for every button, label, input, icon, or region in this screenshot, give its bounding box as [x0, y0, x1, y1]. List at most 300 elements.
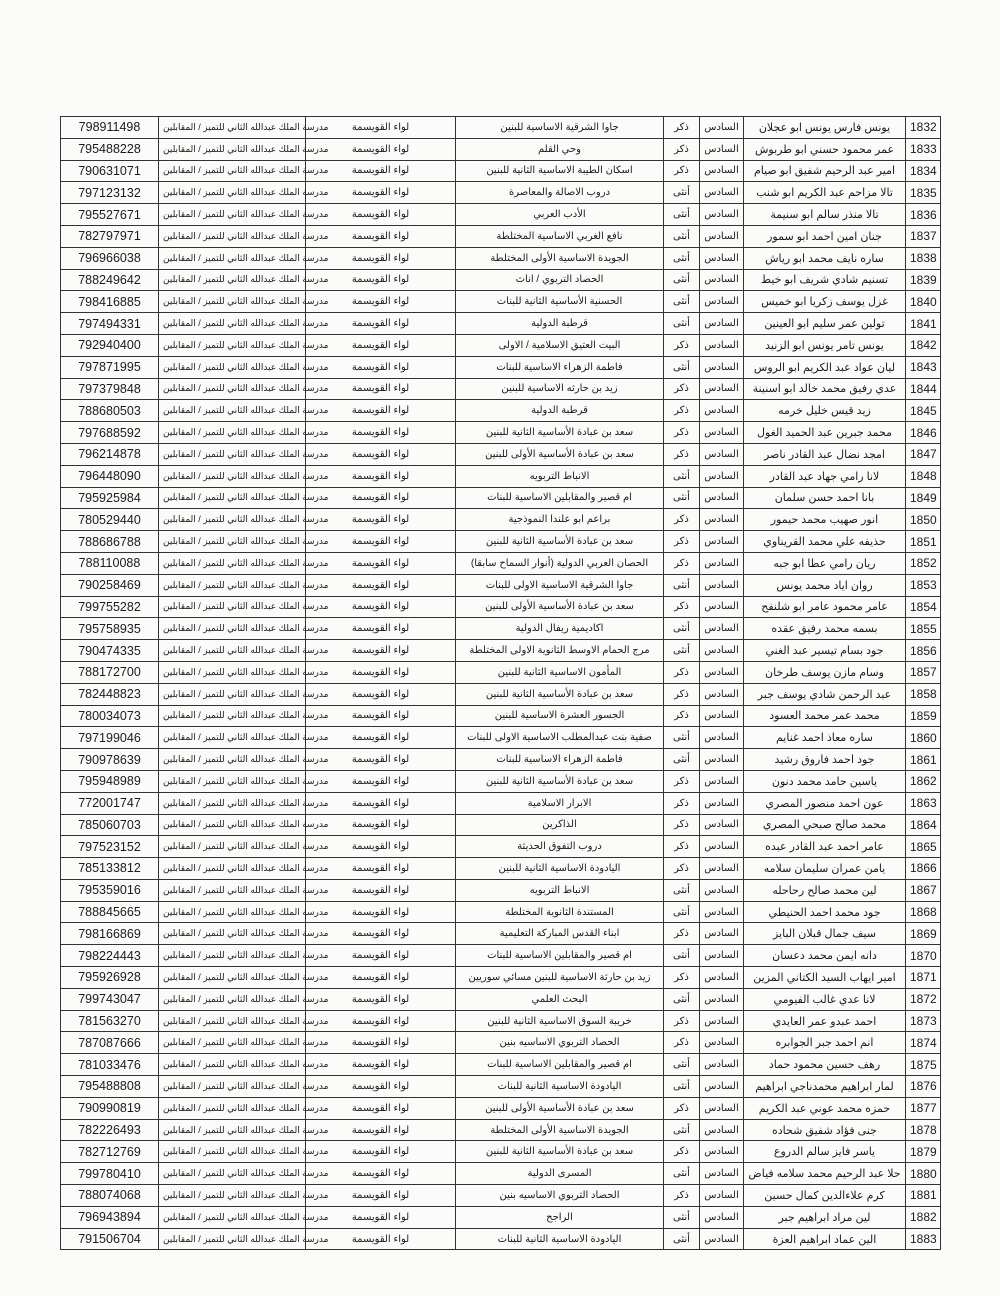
grade-cell: السادس: [700, 400, 744, 422]
directorate-cell: لواء القويسمة: [306, 770, 456, 792]
grade-cell: السادس: [700, 1076, 744, 1098]
serial-number-cell: 1841: [906, 313, 941, 335]
school-cell: سعد بن عبادة الأساسية الأولى للبنين: [456, 1097, 664, 1119]
seat-number-cell: 796214878: [61, 443, 159, 465]
seat-number-cell: 797688592: [61, 422, 159, 444]
directorate-cell: لواء القويسمة: [306, 945, 456, 967]
directorate-cell: لواء القويسمة: [306, 923, 456, 945]
grade-cell: السادس: [700, 313, 744, 335]
exam-center-cell: مدرسة الملك عبدالله الثاني للتميز / المقابلين: [159, 683, 306, 705]
directorate-cell: لواء القويسمة: [306, 858, 456, 880]
student-name-cell: محمد جبرين عبد الحميد الغول: [744, 422, 906, 444]
gender-cell: ذكر: [664, 661, 700, 683]
student-name-cell: ساره معاذ احمد غنايم: [744, 727, 906, 749]
school-cell: دروب الاصالة والمعاصرة: [456, 182, 664, 204]
gender-cell: أنثى: [664, 988, 700, 1010]
directorate-cell: لواء القويسمة: [306, 640, 456, 662]
table-row: [61, 1097, 941, 1119]
gender-cell: أنثى: [664, 356, 700, 378]
table-row: [61, 291, 941, 313]
directorate-cell: لواء القويسمة: [306, 705, 456, 727]
serial-number-cell: 1851: [906, 531, 941, 553]
grade-cell: السادس: [700, 465, 744, 487]
exam-center-cell: مدرسة الملك عبدالله الثاني للتميز / المقابلين: [159, 858, 306, 880]
gender-cell: أنثى: [664, 291, 700, 313]
school-cell: الحصان العربي الدولية (أنوار السماح سابقا): [456, 552, 664, 574]
table-row: [61, 858, 941, 880]
exam-center-cell: مدرسة الملك عبدالله الثاني للتميز / المقابلين: [159, 1076, 306, 1098]
serial-number-cell: 1881: [906, 1185, 941, 1207]
student-name-cell: سيف جمال قبلان البايز: [744, 923, 906, 945]
grade-cell: السادس: [700, 182, 744, 204]
grade-cell: السادس: [700, 334, 744, 356]
student-name-cell: حذيفه علي محمد القريناوي: [744, 531, 906, 553]
table-row: [61, 378, 941, 400]
serial-number-cell: 1845: [906, 400, 941, 422]
grade-cell: السادس: [700, 378, 744, 400]
table-row: [61, 117, 941, 139]
exam-center-cell: مدرسة الملك عبدالله الثاني للتميز / المقابلين: [159, 356, 306, 378]
exam-center-cell: مدرسة الملك عبدالله الثاني للتميز / المقابلين: [159, 160, 306, 182]
grade-cell: السادس: [700, 683, 744, 705]
serial-number-cell: 1837: [906, 225, 941, 247]
grade-cell: السادس: [700, 661, 744, 683]
school-cell: فاطمة الزهراء الاساسية للبنات: [456, 356, 664, 378]
seat-number-cell: 787087666: [61, 1032, 159, 1054]
school-cell: سعد بن عبادة الأساسية الثانية للبنين: [456, 683, 664, 705]
seat-number-cell: 795488808: [61, 1076, 159, 1098]
serial-number-cell: 1872: [906, 988, 941, 1010]
exam-center-cell: مدرسة الملك عبدالله الثاني للتميز / المقابلين: [159, 182, 306, 204]
table-row: [61, 487, 941, 509]
seat-number-cell: 795359016: [61, 879, 159, 901]
directorate-cell: لواء القويسمة: [306, 313, 456, 335]
grade-cell: السادس: [700, 1141, 744, 1163]
school-cell: زيد بن حارثة الاساسية للبنين مسائي سوريين: [456, 967, 664, 989]
table-row: [61, 749, 941, 771]
student-name-cell: ياسر فايز سالم الدروع: [744, 1141, 906, 1163]
directorate-cell: لواء القويسمة: [306, 967, 456, 989]
table-row: [61, 574, 941, 596]
serial-number-cell: 1873: [906, 1010, 941, 1032]
table-row: [61, 509, 941, 531]
school-cell: خريبة السوق الاساسية الثانية للبنين: [456, 1010, 664, 1032]
grade-cell: السادس: [700, 247, 744, 269]
table-row: [61, 356, 941, 378]
grade-cell: السادس: [700, 1206, 744, 1228]
table-row: [61, 661, 941, 683]
serial-number-cell: 1849: [906, 487, 941, 509]
seat-number-cell: 785133812: [61, 858, 159, 880]
grade-cell: السادس: [700, 1097, 744, 1119]
gender-cell: أنثى: [664, 247, 700, 269]
directorate-cell: لواء القويسمة: [306, 443, 456, 465]
table-row: [61, 1010, 941, 1032]
school-cell: الحصاد التربوي / اناث: [456, 269, 664, 291]
exam-center-cell: مدرسة الملك عبدالله الثاني للتميز / المقابلين: [159, 836, 306, 858]
seat-number-cell: 799743047: [61, 988, 159, 1010]
gender-cell: ذكر: [664, 792, 700, 814]
student-name-cell: جود احمد فاروق رشيد: [744, 749, 906, 771]
seat-number-cell: 795527671: [61, 204, 159, 226]
directorate-cell: لواء القويسمة: [306, 225, 456, 247]
table-row: [61, 923, 941, 945]
serial-number-cell: 1832: [906, 117, 941, 139]
student-name-cell: يونس فارس يونس ابو عجلان: [744, 117, 906, 139]
school-cell: سعد بن عبادة الأساسية الثانية للبنين: [456, 770, 664, 792]
directorate-cell: لواء القويسمة: [306, 160, 456, 182]
serial-number-cell: 1879: [906, 1141, 941, 1163]
grade-cell: السادس: [700, 138, 744, 160]
serial-number-cell: 1871: [906, 967, 941, 989]
student-name-cell: محمد عمر محمد العسود: [744, 705, 906, 727]
directorate-cell: لواء القويسمة: [306, 465, 456, 487]
school-cell: ام قصير والمقابلين الاساسية للبنات: [456, 1054, 664, 1076]
gender-cell: أنثى: [664, 618, 700, 640]
gender-cell: ذكر: [664, 814, 700, 836]
seat-number-cell: 788110088: [61, 552, 159, 574]
seat-number-cell: 798166869: [61, 923, 159, 945]
directorate-cell: لواء القويسمة: [306, 727, 456, 749]
serial-number-cell: 1854: [906, 596, 941, 618]
directorate-cell: لواء القويسمة: [306, 1206, 456, 1228]
serial-number-cell: 1839: [906, 269, 941, 291]
school-cell: اسكان الطيبة الاساسية الثانية للبنين: [456, 160, 664, 182]
exam-center-cell: مدرسة الملك عبدالله الثاني للتميز / المقابلين: [159, 1228, 306, 1250]
gender-cell: أنثى: [664, 1163, 700, 1185]
table-row: [61, 967, 941, 989]
directorate-cell: لواء القويسمة: [306, 1054, 456, 1076]
school-cell: قرطبة الدولية: [456, 313, 664, 335]
serial-number-cell: 1874: [906, 1032, 941, 1054]
student-name-cell: انور صهيب محمد حيمور: [744, 509, 906, 531]
gender-cell: ذكر: [664, 552, 700, 574]
student-name-cell: لين مراد ابراهيم جبر: [744, 1206, 906, 1228]
directorate-cell: لواء القويسمة: [306, 1097, 456, 1119]
table-row: [61, 770, 941, 792]
school-cell: الأدب العربي: [456, 204, 664, 226]
student-name-cell: لانا رامي جهاد عبد القادر: [744, 465, 906, 487]
seat-number-cell: 798224443: [61, 945, 159, 967]
directorate-cell: لواء القويسمة: [306, 1163, 456, 1185]
grade-cell: السادس: [700, 487, 744, 509]
exam-center-cell: مدرسة الملك عبدالله الثاني للتميز / المقابلين: [159, 661, 306, 683]
student-name-cell: امير ايهاب السيد الكتاني المزين: [744, 967, 906, 989]
gender-cell: أنثى: [664, 749, 700, 771]
serial-number-cell: 1843: [906, 356, 941, 378]
seat-number-cell: 797494331: [61, 313, 159, 335]
student-name-cell: عدي رفيق محمد خالد ابو اسنينة: [744, 378, 906, 400]
exam-center-cell: مدرسة الملك عبدالله الثاني للتميز / المقابلين: [159, 422, 306, 444]
serial-number-cell: 1853: [906, 574, 941, 596]
table-row: [61, 160, 941, 182]
table-body: [61, 117, 941, 1250]
gender-cell: ذكر: [664, 923, 700, 945]
serial-number-cell: 1862: [906, 770, 941, 792]
student-name-cell: امير عبد الرحيم شفيق ابو صيام: [744, 160, 906, 182]
seat-number-cell: 782226493: [61, 1119, 159, 1141]
directorate-cell: لواء القويسمة: [306, 1119, 456, 1141]
grade-cell: السادس: [700, 1054, 744, 1076]
table-row: [61, 531, 941, 553]
exam-center-cell: مدرسة الملك عبدالله الثاني للتميز / المقابلين: [159, 204, 306, 226]
directorate-cell: لواء القويسمة: [306, 1032, 456, 1054]
exam-center-cell: مدرسة الملك عبدالله الثاني للتميز / المقابلين: [159, 618, 306, 640]
grade-cell: السادس: [700, 531, 744, 553]
exam-center-cell: مدرسة الملك عبدالله الثاني للتميز / المقابلين: [159, 792, 306, 814]
student-name-cell: تولين عمر سليم ابو العينين: [744, 313, 906, 335]
school-cell: صفية بنت عبدالمطلب الاساسية الاولى للبنات: [456, 727, 664, 749]
student-name-cell: جود محمد احمد الحنيطي: [744, 901, 906, 923]
grade-cell: السادس: [700, 1010, 744, 1032]
seat-number-cell: 795758935: [61, 618, 159, 640]
gender-cell: أنثى: [664, 1054, 700, 1076]
gender-cell: ذكر: [664, 1097, 700, 1119]
directorate-cell: لواء القويسمة: [306, 356, 456, 378]
school-cell: الحصاد التربوي الاساسيه بنين: [456, 1185, 664, 1207]
serial-number-cell: 1865: [906, 836, 941, 858]
school-cell: المأمون الاساسية الثانية للبنين: [456, 661, 664, 683]
serial-number-cell: 1880: [906, 1163, 941, 1185]
student-name-cell: تالا منذر سالم ابو سنيمة: [744, 204, 906, 226]
student-name-cell: انم احمد جبر الجوابره: [744, 1032, 906, 1054]
school-cell: ام قصير والمقابلين الاساسية للبنات: [456, 945, 664, 967]
table-row: [61, 1163, 941, 1185]
student-name-cell: حلا عبد الرحيم محمد سلامه فياض: [744, 1163, 906, 1185]
grade-cell: السادس: [700, 422, 744, 444]
serial-number-cell: 1859: [906, 705, 941, 727]
table-row: [61, 465, 941, 487]
table-row: [61, 1076, 941, 1098]
school-cell: الابرار الاسلامية: [456, 792, 664, 814]
table-row: [61, 1032, 941, 1054]
seat-number-cell: 780529440: [61, 509, 159, 531]
exam-center-cell: مدرسة الملك عبدالله الثاني للتميز / المقابلين: [159, 967, 306, 989]
table-row: [61, 1206, 941, 1228]
serial-number-cell: 1847: [906, 443, 941, 465]
gender-cell: ذكر: [664, 1185, 700, 1207]
school-cell: اكاديمية ريفال الدولية: [456, 618, 664, 640]
school-cell: الراجح: [456, 1206, 664, 1228]
student-name-cell: عون احمد منصور المصري: [744, 792, 906, 814]
gender-cell: ذكر: [664, 422, 700, 444]
gender-cell: ذكر: [664, 334, 700, 356]
serial-number-cell: 1833: [906, 138, 941, 160]
school-cell: الجسور العشرة الاساسية للبنين: [456, 705, 664, 727]
grade-cell: السادس: [700, 356, 744, 378]
seat-number-cell: 795948989: [61, 770, 159, 792]
serial-number-cell: 1840: [906, 291, 941, 313]
gender-cell: ذكر: [664, 400, 700, 422]
grade-cell: السادس: [700, 225, 744, 247]
gender-cell: ذكر: [664, 1032, 700, 1054]
seat-number-cell: 781033476: [61, 1054, 159, 1076]
table-row: [61, 443, 941, 465]
exam-center-cell: مدرسة الملك عبدالله الثاني للتميز / المقابلين: [159, 814, 306, 836]
gender-cell: ذكر: [664, 858, 700, 880]
school-cell: البيت العتيق الاسلامية / الاولى: [456, 334, 664, 356]
seat-number-cell: 772001747: [61, 792, 159, 814]
gender-cell: ذكر: [664, 683, 700, 705]
seat-number-cell: 795926928: [61, 967, 159, 989]
gender-cell: ذكر: [664, 1010, 700, 1032]
table-row: [61, 792, 941, 814]
student-name-cell: زيد قيس خليل خرمه: [744, 400, 906, 422]
student-name-cell: ليان عواد عبد الكريم ابو الروس: [744, 356, 906, 378]
seat-number-cell: 790978639: [61, 749, 159, 771]
grade-cell: السادس: [700, 727, 744, 749]
table-row: [61, 334, 941, 356]
exam-center-cell: مدرسة الملك عبدالله الثاني للتميز / المقابلين: [159, 509, 306, 531]
school-cell: ابناء القدس المباركة التعليمية: [456, 923, 664, 945]
gender-cell: ذكر: [664, 770, 700, 792]
exam-center-cell: مدرسة الملك عبدالله الثاني للتميز / المقابلين: [159, 291, 306, 313]
directorate-cell: لواء القويسمة: [306, 792, 456, 814]
grade-cell: السادس: [700, 1032, 744, 1054]
directorate-cell: لواء القويسمة: [306, 618, 456, 640]
grade-cell: السادس: [700, 858, 744, 880]
student-name-cell: دانه ايمن محمد دعسان: [744, 945, 906, 967]
table-row: [61, 988, 941, 1010]
school-cell: المستندة الثانوية المختلطة: [456, 901, 664, 923]
school-cell: الانباط التربويه: [456, 465, 664, 487]
directorate-cell: لواء القويسمة: [306, 879, 456, 901]
grade-cell: السادس: [700, 596, 744, 618]
school-cell: جاوا الشرقية الاساسية الاولى للبنات: [456, 574, 664, 596]
table-row: [61, 313, 941, 335]
gender-cell: أنثى: [664, 1206, 700, 1228]
serial-number-cell: 1878: [906, 1119, 941, 1141]
directorate-cell: لواء القويسمة: [306, 574, 456, 596]
seat-number-cell: 797523152: [61, 836, 159, 858]
table-row: [61, 1228, 941, 1250]
student-name-cell: تسنيم شادي شريف ابو خيط: [744, 269, 906, 291]
exam-center-cell: مدرسة الملك عبدالله الثاني للتميز / المقابلين: [159, 334, 306, 356]
student-name-cell: غزل يوسف زكريا ابو خميس: [744, 291, 906, 313]
gender-cell: أنثى: [664, 204, 700, 226]
seat-number-cell: 782712769: [61, 1141, 159, 1163]
school-cell: وحي القلم: [456, 138, 664, 160]
exam-center-cell: مدرسة الملك عبدالله الثاني للتميز / المقابلين: [159, 225, 306, 247]
student-name-cell: عامر احمد عبد القادر عبده: [744, 836, 906, 858]
gender-cell: أنثى: [664, 1119, 700, 1141]
grade-cell: السادس: [700, 204, 744, 226]
directorate-cell: لواء القويسمة: [306, 814, 456, 836]
seat-number-cell: 795925984: [61, 487, 159, 509]
grade-cell: السادس: [700, 1228, 744, 1250]
student-name-cell: حمزه محمد عوني عبد الكريم: [744, 1097, 906, 1119]
serial-number-cell: 1864: [906, 814, 941, 836]
directorate-cell: لواء القويسمة: [306, 836, 456, 858]
grade-cell: السادس: [700, 552, 744, 574]
seat-number-cell: 790258469: [61, 574, 159, 596]
directorate-cell: لواء القويسمة: [306, 531, 456, 553]
serial-number-cell: 1869: [906, 923, 941, 945]
student-name-cell: بسمه محمد رفيق عقده: [744, 618, 906, 640]
gender-cell: أنثى: [664, 879, 700, 901]
exam-center-cell: مدرسة الملك عبدالله الثاني للتميز / المقابلين: [159, 269, 306, 291]
gender-cell: أنثى: [664, 225, 700, 247]
exam-center-cell: مدرسة الملك عبدالله الثاني للتميز / المقابلين: [159, 1010, 306, 1032]
serial-number-cell: 1861: [906, 749, 941, 771]
serial-number-cell: 1877: [906, 1097, 941, 1119]
exam-center-cell: مدرسة الملك عبدالله الثاني للتميز / المقابلين: [159, 901, 306, 923]
directorate-cell: لواء القويسمة: [306, 204, 456, 226]
student-name-cell: كرم علاءالدين كمال حسين: [744, 1185, 906, 1207]
gender-cell: ذكر: [664, 531, 700, 553]
grade-cell: السادس: [700, 269, 744, 291]
seat-number-cell: 788686788: [61, 531, 159, 553]
serial-number-cell: 1836: [906, 204, 941, 226]
school-cell: فاطمة الزهراء الاساسية للبنات: [456, 749, 664, 771]
exam-center-cell: مدرسة الملك عبدالله الثاني للتميز / المقابلين: [159, 923, 306, 945]
school-cell: اليادودة الاساسية الثانية للبنات: [456, 1076, 664, 1098]
grade-cell: السادس: [700, 574, 744, 596]
directorate-cell: لواء القويسمة: [306, 596, 456, 618]
grade-cell: السادس: [700, 443, 744, 465]
gender-cell: ذكر: [664, 509, 700, 531]
student-name-cell: عامر محمود عامر ابو شلنفح: [744, 596, 906, 618]
gender-cell: أنثى: [664, 1076, 700, 1098]
table-row: [61, 727, 941, 749]
serial-number-cell: 1870: [906, 945, 941, 967]
gender-cell: أنثى: [664, 269, 700, 291]
grade-cell: السادس: [700, 705, 744, 727]
student-name-cell: ياسين حامد محمد دنون: [744, 770, 906, 792]
serial-number-cell: 1858: [906, 683, 941, 705]
school-cell: جاوا الشرقية الاساسية للبنين: [456, 117, 664, 139]
directorate-cell: لواء القويسمة: [306, 400, 456, 422]
student-name-cell: عبد الرحمن شادي يوسف جبر: [744, 683, 906, 705]
gender-cell: أنثى: [664, 640, 700, 662]
school-cell: اليادودة الاساسية الثانية للبنين: [456, 858, 664, 880]
gender-cell: أنثى: [664, 465, 700, 487]
exam-center-cell: مدرسة الملك عبدالله الثاني للتميز / المقابلين: [159, 138, 306, 160]
table-row: [61, 945, 941, 967]
seat-number-cell: 796943894: [61, 1206, 159, 1228]
student-name-cell: بانا احمد حسن سلمان: [744, 487, 906, 509]
seat-number-cell: 782448823: [61, 683, 159, 705]
directorate-cell: لواء القويسمة: [306, 334, 456, 356]
serial-number-cell: 1838: [906, 247, 941, 269]
student-name-cell: ريان رامي عطا ابو جبه: [744, 552, 906, 574]
student-name-cell: يامن عمران سليمان سلامه: [744, 858, 906, 880]
serial-number-cell: 1868: [906, 901, 941, 923]
table-row: [61, 596, 941, 618]
directorate-cell: لواء القويسمة: [306, 291, 456, 313]
grade-cell: السادس: [700, 749, 744, 771]
serial-number-cell: 1857: [906, 661, 941, 683]
grade-cell: السادس: [700, 509, 744, 531]
seat-number-cell: 790474335: [61, 640, 159, 662]
gender-cell: ذكر: [664, 138, 700, 160]
table-row: [61, 640, 941, 662]
directorate-cell: لواء القويسمة: [306, 1228, 456, 1250]
table-row: [61, 836, 941, 858]
serial-number-cell: 1863: [906, 792, 941, 814]
directorate-cell: لواء القويسمة: [306, 901, 456, 923]
gender-cell: أنثى: [664, 574, 700, 596]
students-table: [60, 116, 941, 1250]
student-name-cell: يونس تامر يونس ابو الزنيد: [744, 334, 906, 356]
directorate-cell: لواء القويسمة: [306, 509, 456, 531]
seat-number-cell: 790631071: [61, 160, 159, 182]
school-cell: سعد بن عبادة الأساسية الثانية للبنين: [456, 531, 664, 553]
exam-center-cell: مدرسة الملك عبدالله الثاني للتميز / المقابلين: [159, 465, 306, 487]
serial-number-cell: 1834: [906, 160, 941, 182]
directorate-cell: لواء القويسمة: [306, 988, 456, 1010]
exam-center-cell: مدرسة الملك عبدالله الثاني للتميز / المقابلين: [159, 1185, 306, 1207]
